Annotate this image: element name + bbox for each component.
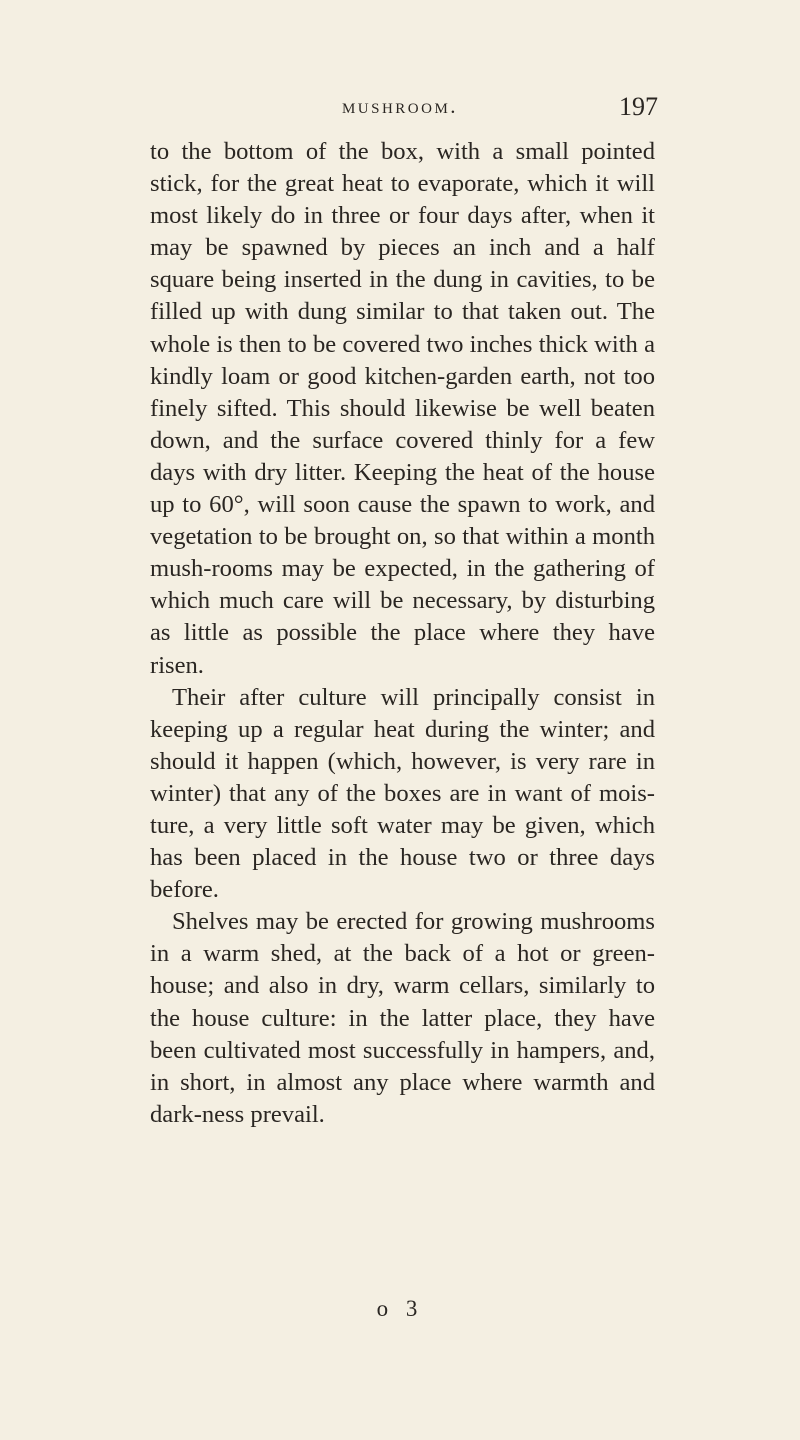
paragraph-2: Their after culture will principally consist in keeping up a regular heat during the winter; and should it happen (which, however, is very rare in winter) that any of the boxes are in want of mois-ture, a very little soft water may be given, which has been placed in the house two or three days before. [150, 683, 655, 904]
running-head: mushroom. [341, 94, 459, 118]
body-text [150, 136, 655, 1131]
page-number: 197 [619, 92, 658, 121]
paragraph-3: Shelves may be erected for growing mushrooms in a warm shed, at the back of a hot or green-house; and also in dry, warm cellars, similarly to the house culture: in the latter place, they have been cultivated most successfully in hampers, and, in short, in almost any place where warmth and dark-ness prevail. [150, 908, 655, 1128]
paragraph-1: to the bottom of the box, with a small pointed stick, for the great heat to evaporate, which it will most likely do in three or four days after, when it may be spawned by pieces an inch and a half square being inserted in the dung in cavities, to be filled up with dung similar to that taken out. The whole is then to be covered two inches thick with a kindly loam or good kitchen-garden earth, not too finely sifted. This should likewise be well beaten down, and the surface covered thinly for a few days with dry litter. Keeping the heat of the house up to 60°, will soon cause the spawn to work, and vegetation to be brought on, so that within a month mush-rooms may be expected, in the gathering of which much care will be necessary, by disturbing as little as possible the place where they have risen. [150, 138, 655, 679]
page-header [0, 92, 800, 132]
signature-mark: o 3 [376, 1296, 424, 1321]
